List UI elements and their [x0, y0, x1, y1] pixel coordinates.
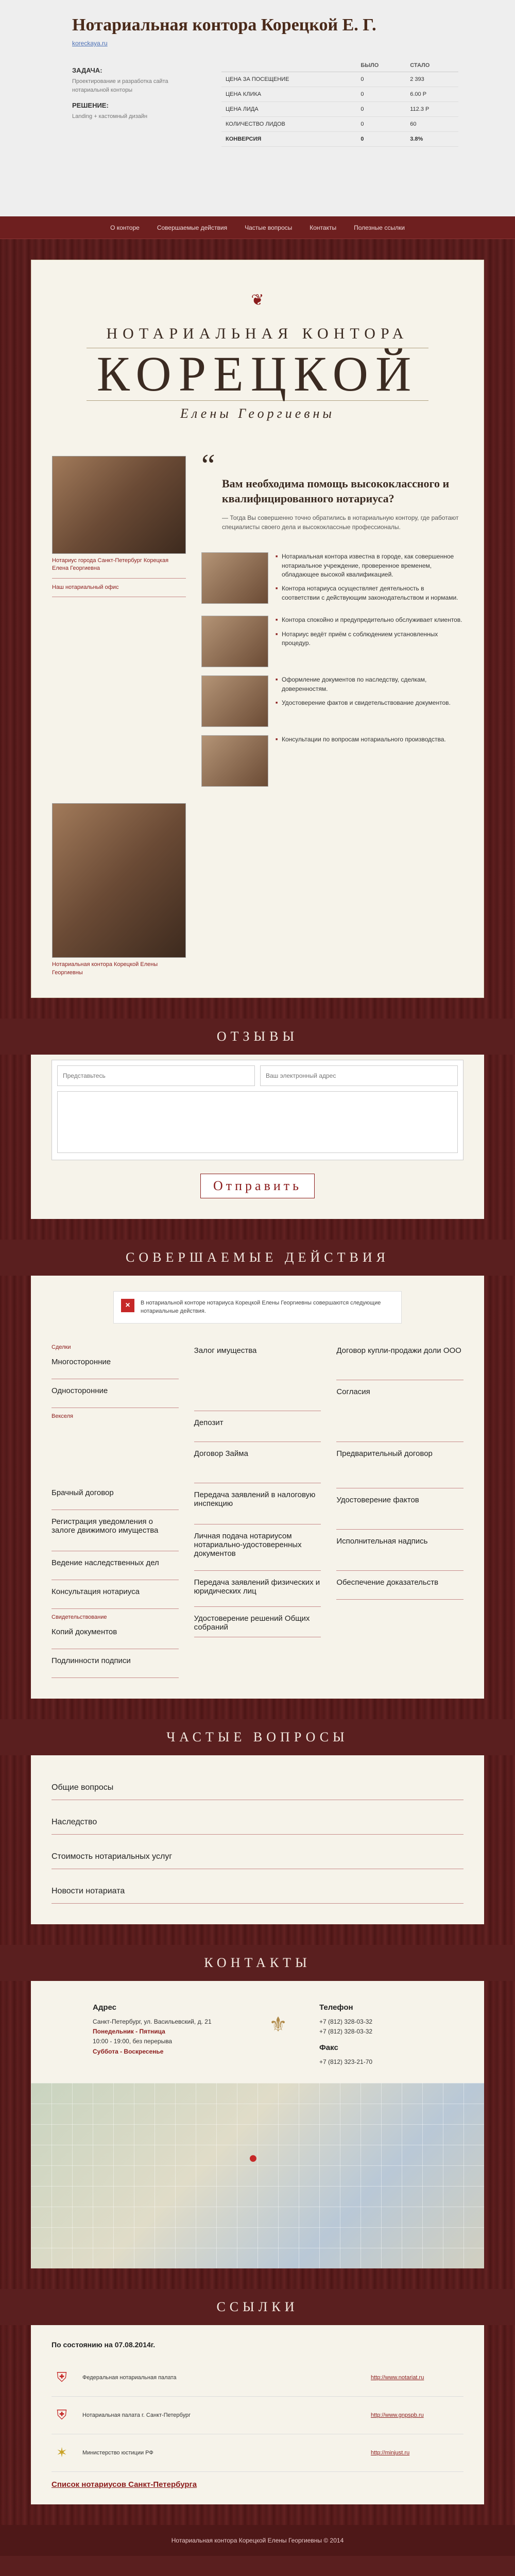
eagle-icon: ✶ — [56, 2445, 67, 2461]
hours-time: 10:00 - 19:00, без перерыва — [93, 2038, 173, 2045]
action-item[interactable]: Личная подача нотариусом нотариально-удостоверенных документов — [194, 1524, 321, 1571]
link-name: Нотариальная палата г. Санкт-Петербург — [82, 2412, 191, 2418]
action-item[interactable]: Подлинности подписи — [52, 1649, 179, 1678]
faq-item[interactable]: Новости нотариата — [52, 1869, 464, 1904]
send-review-button[interactable]: Отправить — [200, 1174, 315, 1198]
intro-section — [31, 446, 484, 997]
faq-item[interactable]: Общие вопросы — [52, 1766, 464, 1800]
link-row — [52, 2359, 464, 2397]
stats-row — [221, 132, 458, 147]
case-site-link[interactable]: koreckaya.ru — [72, 40, 108, 47]
category-label: Векселя — [52, 1413, 74, 1419]
stats-cell: ЦЕНА ЗА ПОСЕЩЕНИЕ — [221, 72, 356, 87]
feature-text: ■ Консультации по вопросам нотариального производства. — [276, 735, 446, 744]
stats-header — [221, 59, 356, 72]
paper-sheet — [31, 260, 484, 998]
contacts-heading: КОНТАКТЫ — [204, 1955, 311, 1970]
address-text: Санкт-Петербург, ул. Васильевский, д. 21 — [93, 2018, 212, 2025]
feature-photo — [201, 735, 268, 787]
action-item[interactable]: Договор Займа — [194, 1442, 321, 1483]
map-pin-icon[interactable]: ● — [248, 2149, 258, 2167]
nav-actions[interactable]: Совершаемые действия — [157, 224, 228, 231]
action-item[interactable]: Многосторонние — [52, 1350, 179, 1379]
emblem-icon: ⛨ — [57, 2406, 67, 2422]
review-name-input[interactable] — [57, 1065, 255, 1086]
action-item[interactable]: Обеспечение доказательств — [336, 1571, 464, 1600]
feature-text: ■ Нотариальная контора известна в городе, как совершенное нотариальное учреждение, проверенное временем, обладающее высокой квалификацией. — [276, 552, 463, 579]
stats-row — [221, 72, 458, 87]
nav-contacts[interactable]: Контакты — [310, 224, 337, 231]
intro-heading: Вам необходима помощь высококлассного и квалифицированного нотариуса? — [222, 477, 450, 505]
site-header — [31, 260, 484, 446]
stats-cell: 0 — [356, 117, 406, 132]
stats-cell: 6.00 Р — [406, 87, 458, 102]
office-caption: Наш нотариальный офис — [52, 584, 119, 590]
action-item[interactable]: Регистрация уведомления о залоге движимого имущества — [52, 1510, 179, 1551]
feature-text: ■ Контора спокойно и предупредительно обслуживает клиентов. — [276, 616, 463, 624]
link-name: Министерство юстиции РФ — [82, 2449, 153, 2456]
link-url[interactable]: http://www.gnpspb.ru — [371, 2412, 424, 2418]
feature-photo — [201, 675, 268, 727]
action-item[interactable]: Предварительный договор — [336, 1442, 464, 1488]
action-item[interactable]: Согласия — [336, 1380, 464, 1442]
feature-photo — [201, 616, 268, 667]
feature-text: ■ Оформление документов по наследству, сделкам, доверенностям. — [276, 675, 463, 693]
address-title: Адрес — [93, 2003, 117, 2012]
phone-number[interactable]: +7 (812) 328-03-32 — [319, 2018, 373, 2025]
notary-photo — [52, 456, 186, 554]
stats-row — [221, 117, 458, 132]
task-label: ЗАДАЧА: — [72, 66, 102, 74]
stats-header: СТАЛО — [406, 59, 458, 72]
main-nav — [0, 216, 515, 239]
stats-table — [221, 59, 458, 147]
task-text: Проектирование и разработка сайта нотариальной конторы — [72, 78, 168, 93]
office-photo-caption: Нотариальная контора Корецкой Елены Георгиевны — [52, 961, 158, 976]
faq-section — [31, 1755, 484, 1924]
faq-heading: ЧАСТЫЕ ВОПРОСЫ — [166, 1729, 349, 1744]
stats-cell: 0 — [356, 102, 406, 117]
stats-row — [221, 87, 458, 102]
stats-cell: КОНВЕРСИЯ — [221, 132, 356, 147]
location-map[interactable] — [31, 2083, 484, 2268]
link-url[interactable]: http://minjust.ru — [371, 2449, 410, 2456]
action-item[interactable]: Исполнительная надпись — [336, 1530, 464, 1571]
address-block — [93, 2002, 237, 2067]
actions-section — [31, 1276, 484, 1699]
link-url[interactable]: http://www.notariat.ru — [371, 2374, 424, 2381]
stats-cell: 0 — [356, 132, 406, 147]
wood-frame — [0, 1276, 515, 1719]
intro-quote: — Тогда Вы совершенно точно обратились в нотариальную контору, где работают специалисты своего дела и высококлассные профессионалы. — [222, 514, 459, 531]
feature-item — [201, 675, 463, 727]
links-section — [31, 2325, 484, 2504]
review-form — [52, 1060, 464, 1160]
crest-icon: ❦ — [251, 292, 264, 309]
stats-cell: 0 — [356, 87, 406, 102]
case-summary-panel — [0, 0, 515, 216]
review-email-input[interactable] — [260, 1065, 458, 1086]
contacts-section — [31, 1981, 484, 2083]
action-item[interactable]: Ведение наследственных дел — [52, 1551, 179, 1580]
header-name: КОРЕЦКОЙ — [87, 348, 429, 401]
category-label: Сделки — [52, 1344, 71, 1350]
wood-frame — [0, 239, 515, 1019]
feature-photo — [201, 552, 268, 604]
hours-weekdays: Понедельник - Пятница — [93, 2028, 165, 2036]
actions-column — [336, 1339, 464, 1678]
case-title: Нотариальная контора Корецкой Е. Г. — [72, 15, 376, 35]
notice-text: В нотариальной конторе нотариуса Корецкой Елены Георгиевны совершаются следующие нотариальные действия. — [141, 1299, 381, 1315]
nav-links[interactable]: Полезные ссылки — [354, 224, 405, 231]
link-name: Федеральная нотариальная палата — [82, 2374, 177, 2381]
action-item[interactable]: Залог имущества — [194, 1339, 321, 1411]
action-item[interactable]: Договор купли-продажи доли ООО — [336, 1339, 464, 1380]
nav-about[interactable]: О конторе — [110, 224, 140, 231]
action-item[interactable]: Передача заявлений физических и юридических лиц — [194, 1571, 321, 1607]
header-office: НОТАРИАЛЬНАЯ КОНТОРА — [106, 325, 409, 342]
phone-number[interactable]: +7 (812) 328-03-32 — [319, 2028, 373, 2036]
stats-cell: ЦЕНА КЛИКА — [221, 87, 356, 102]
link-row — [52, 2397, 464, 2434]
action-item[interactable]: Удостоверение фактов — [336, 1488, 464, 1530]
faq-item[interactable]: Наследство — [52, 1800, 464, 1835]
feature-list — [201, 552, 463, 787]
review-text-input[interactable] — [57, 1091, 458, 1153]
action-item[interactable]: Копий документов — [52, 1620, 179, 1649]
wood-frame — [0, 1055, 515, 1240]
action-item[interactable]: Консультация нотариуса — [52, 1580, 179, 1609]
links-heading: ССЫЛКИ — [216, 2299, 299, 2314]
emblem-icon: ⛨ — [57, 2369, 67, 2385]
feature-text: ■ Нотариус ведёт приём с соблюдением установленных процедур. — [276, 630, 463, 648]
faq-item[interactable]: Стоимость нотариальных услуг — [52, 1835, 464, 1869]
feature-text: ■ Контора нотариуса осуществляет деятельность в соответствии с действующим законодательством и нормами. — [276, 584, 463, 602]
actions-heading: СОВЕРШАЕМЫЕ ДЕЙСТВИЯ — [126, 1249, 389, 1265]
phone-block — [319, 2002, 464, 2067]
action-item[interactable]: Депозит — [194, 1411, 321, 1442]
site-footer: Нотариальная контора Корецкой Елены Георгиевны © 2014 — [0, 2525, 515, 2556]
feature-item — [201, 616, 463, 667]
fax-title: Факс — [319, 2043, 338, 2053]
stats-header: БЫЛО — [356, 59, 406, 72]
photo-caption: Нотариус города Санкт-Петербург Корецкая Елена Георгиевна — [52, 557, 169, 572]
nav-faq[interactable]: Частые вопросы — [245, 224, 293, 231]
action-item[interactable]: Брачный договор — [52, 1481, 179, 1510]
wood-frame — [0, 1981, 515, 2289]
feature-text: ■ Удостоверение фактов и свидетельствование документов. — [276, 699, 463, 707]
divider — [52, 578, 186, 579]
links-date: По состоянию на 07.08.2014г. — [52, 2340, 156, 2349]
link-row — [52, 2434, 464, 2472]
actions-notice — [113, 1291, 402, 1324]
stats-cell: 3.8% — [406, 132, 458, 147]
category-label: Свидетельствование — [52, 1614, 107, 1620]
close-icon[interactable]: × — [121, 1299, 134, 1312]
action-item[interactable]: Удостоверение решений Общих собраний — [194, 1607, 321, 1637]
notary-list-link[interactable]: Список нотариусов Санкт-Петербурга — [52, 2480, 197, 2489]
stats-cell: ЦЕНА ЛИДА — [221, 102, 356, 117]
stats-cell: КОЛИЧЕСТВО ЛИДОВ — [221, 117, 356, 132]
actions-column — [52, 1339, 179, 1678]
office-photo — [52, 803, 186, 958]
feature-item — [201, 552, 463, 607]
reviews-section — [31, 1055, 484, 1219]
wood-frame — [0, 1755, 515, 1945]
feature-item — [201, 735, 463, 787]
quote-open-icon: “ — [201, 448, 215, 482]
stats-row — [221, 102, 458, 117]
solution-label: РЕШЕНИЕ: — [72, 101, 109, 109]
stats-cell: 0 — [356, 72, 406, 87]
stats-cell: 2 393 — [406, 72, 458, 87]
crest-icon: ⚜ — [269, 2013, 287, 2036]
stats-cell: 112.3 Р — [406, 102, 458, 117]
hours-weekend: Суббота - Воскресенье — [93, 2047, 164, 2055]
phone-title: Телефон — [319, 2003, 353, 2012]
action-item[interactable]: Передача заявлений в налоговую инспекцию — [194, 1483, 321, 1524]
bill-description — [52, 1419, 179, 1481]
fax-number[interactable]: +7 (812) 323-21-70 — [319, 2058, 373, 2066]
reviews-heading: ОТЗЫВЫ — [216, 1028, 299, 1044]
action-item[interactable]: Односторонние — [52, 1379, 179, 1408]
stats-cell: 60 — [406, 117, 458, 132]
header-subname: Елены Георгиевны — [180, 405, 335, 421]
actions-column — [194, 1339, 321, 1678]
solution-text: Landing + кастомный дизайн — [72, 113, 148, 120]
wood-frame — [0, 2325, 515, 2525]
